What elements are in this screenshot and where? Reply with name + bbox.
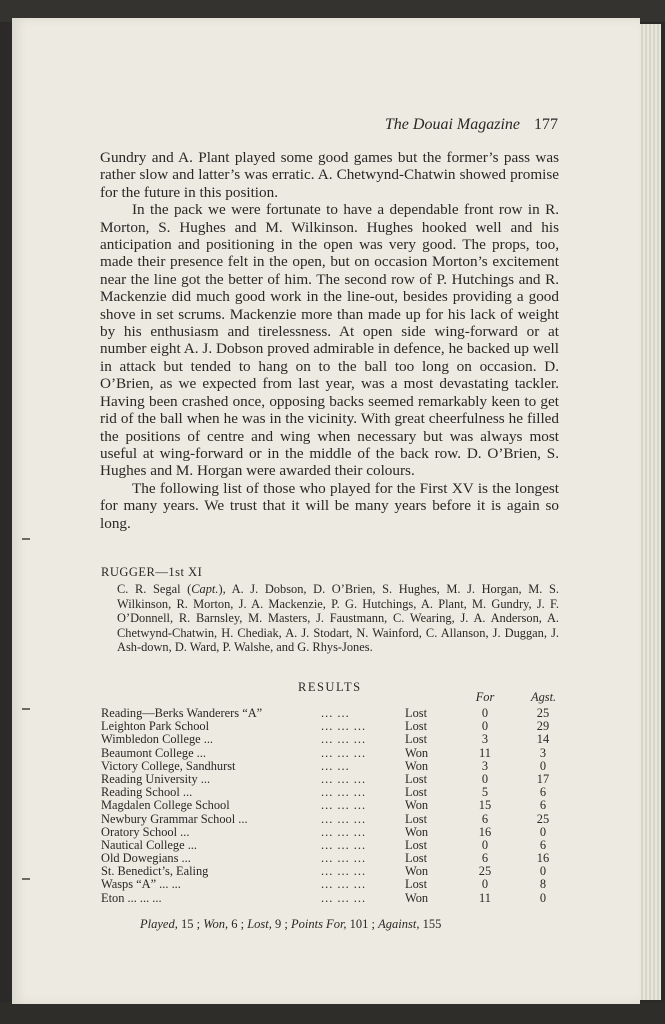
match-result: Lost [405, 706, 428, 720]
points-for: 0 [481, 706, 489, 720]
opponent-name: St. Benedict’s, Ealing [101, 864, 209, 879]
leader-dots: ... ... ... [321, 864, 367, 879]
points-for: 3 [481, 758, 489, 773]
team-list-text: C. R. Segal ( [117, 582, 192, 596]
points-for: 6 [481, 811, 489, 826]
won-label: Won, [203, 917, 229, 931]
points-for-label: Points For, [290, 917, 347, 931]
points-against: 3 [539, 745, 547, 760]
opponent-name: Wasps “A” ... ... [101, 877, 181, 892]
points-for: 16 [478, 824, 492, 839]
points-for: 3 [481, 732, 489, 747]
team-list [117, 582, 559, 655]
opponent-name: Reading University ... [101, 771, 211, 786]
opponent-name: Victory College, Sandhurst [101, 758, 236, 773]
points-for: 11 [479, 745, 491, 760]
points-for: 6 [481, 851, 489, 866]
played-label: Played, [140, 917, 178, 931]
points-against: 0 [539, 864, 547, 879]
result-row [101, 747, 561, 760]
stitch-mark [22, 878, 30, 880]
match-result: Lost [405, 837, 428, 852]
match-result: Won [405, 758, 429, 773]
results-heading: RESULTS [298, 680, 362, 694]
lost-value: 9 [275, 917, 282, 931]
opponent-name: Reading School ... [101, 785, 193, 800]
result-row [101, 892, 561, 905]
stitch-mark [22, 538, 30, 540]
book-binding-bottom [0, 1002, 665, 1024]
opponent-name: Newbury Grammar School ... [101, 811, 248, 826]
points-for: 25 [478, 864, 492, 879]
opponent-name: Wimbledon College ... [101, 732, 214, 747]
team-list-heading: RUGGER—1st XI [101, 565, 203, 579]
points-against: 6 [539, 837, 547, 852]
points-against: 6 [539, 785, 547, 800]
leader-dots: ... ... ... [321, 732, 367, 747]
points-against: 8 [539, 877, 547, 892]
leader-dots: ... ... ... [321, 785, 367, 800]
match-result: Won [405, 824, 429, 839]
result-row [101, 826, 561, 839]
results-table [101, 690, 561, 905]
leader-dots: ... ... [321, 706, 350, 720]
match-result: Lost [405, 811, 428, 826]
leader-dots: ... ... ... [321, 771, 367, 786]
article-body [100, 149, 559, 532]
leader-dots: ... ... ... [321, 719, 367, 734]
team-list-text: ), A. J. Dobson, D. O’Brien, S. Hughes, M. J. Horgan, M. S. Wilkinson, R. Morton, J. A. Mackenzie, P. G. Hutchings, A. Plant, M. Gundry, J. F. O’Donnell, R. Barnsley, M. Masters, J. Faustmann, C. Wearing, J. A. Anderson, A. Chetwynd-Chatwin, H. Chediak, A. J. Stodart, N. Wainford, C. Allanson, J. Duggan, J. Ash-down, D. Ward, P. Walshe, and G. Rhys-Jones. [117, 582, 560, 655]
leader-dots: ... ... ... [321, 824, 367, 839]
column-header-for: For [475, 690, 495, 704]
lost-label: Lost, [247, 917, 272, 931]
points-against: 16 [536, 851, 550, 866]
paragraph: Gundry and A. Plant played some good games but the former’s pass was rather slow and latter’s was erratic. A. Chetwynd-Chatwin showed promise for the future in this position. [100, 149, 559, 201]
opponent-name: Oratory School ... [101, 824, 190, 839]
leader-dots: ... ... ... [321, 851, 367, 866]
against-label: Against, [378, 917, 420, 931]
opponent-name: Beaumont College ... [101, 745, 206, 760]
results-column-headers [101, 690, 561, 707]
opponent-name: Eton ... ... ... [101, 890, 162, 905]
captain-abbrev: Capt. [191, 582, 219, 596]
opponent-name: Magdalen College School [101, 798, 230, 813]
result-row [101, 733, 561, 746]
won-value: 6 [231, 917, 238, 931]
opponent-name: Reading—Berks Wanderers “A” [101, 706, 263, 720]
page-number: 177 [534, 116, 558, 133]
points-for-value: 101 [349, 917, 369, 931]
result-row [101, 760, 561, 773]
match-result: Lost [405, 877, 428, 892]
points-against: 0 [539, 824, 547, 839]
against-value: 155 [422, 917, 442, 931]
points-for: 11 [479, 890, 491, 905]
leader-dots: ... ... ... [321, 798, 367, 813]
played-value: 15 [180, 917, 194, 931]
points-against: 0 [539, 890, 547, 905]
leader-dots: ... ... ... [321, 890, 367, 905]
match-result: Lost [405, 719, 428, 734]
points-against: 6 [539, 798, 547, 813]
points-against: 29 [536, 719, 550, 734]
match-result: Lost [405, 851, 428, 866]
result-row [101, 799, 561, 812]
stitch-mark [22, 708, 30, 710]
results-rows [101, 707, 561, 905]
match-result: Won [405, 745, 429, 760]
column-header-against: Agst. [531, 690, 557, 704]
result-row [101, 813, 561, 826]
match-result: Lost [405, 785, 428, 800]
points-for: 5 [481, 785, 489, 800]
points-for: 0 [481, 771, 489, 786]
leader-dots: ... ... ... [321, 745, 367, 760]
leader-dots: ... ... ... [321, 837, 367, 852]
points-against: 25 [536, 811, 550, 826]
season-summary: Played, 15 ; Won, 6 ; Lost, 9 ; Points For, 101 ; Against, 155 [140, 917, 442, 931]
result-row [101, 878, 561, 891]
running-header [100, 116, 558, 134]
magazine-title: The Douai Magazine [384, 116, 520, 133]
match-result: Won [405, 864, 429, 879]
points-for: 0 [481, 877, 489, 892]
paragraph: In the pack we were fortunate to have a dependable front row in R. Morton, S. Hughes and M. Wilkinson. Hughes hooked well and his anticipation and positioning in the open was very good. The props, too, made their presence felt in the open, but on occasion Morton’s excitement near the line got the better of him. The second row of P. Hutchings and R. Mackenzie did much good work in the line-out, besides providing a good shove in set scrums. Mackenzie more than made up for his lack of weight by his enthusiasm and tirelessness. At open side wing-forward or at number eight A. J. Dobson proved admirable in defence, he backed up well in attack but tended to hang on to the ball too long on occasion. D. O’Brien, as we expected from last year, was a most devastating tackler. Having been crashed once, opposing backs seemed remarkably keen to get rid of the ball when he was in the vicinity. With great cheerfulness he filled the positions of centre and wing when necessary but was always most useful at wing-forward or in the middle of the back row. D. O’Brien, S. Hughes and M. Horgan were awarded their colours. [100, 201, 559, 480]
points-for: 0 [481, 837, 489, 852]
points-against: 25 [536, 706, 550, 720]
opponent-name: Leighton Park School [101, 719, 210, 734]
leader-dots: ... ... ... [321, 811, 367, 826]
points-for: 15 [478, 798, 492, 813]
leader-dots: ... ... ... [321, 877, 367, 892]
match-result: Won [405, 890, 429, 905]
opponent-name: Old Dowegians ... [101, 851, 191, 866]
points-against: 14 [536, 732, 550, 747]
leader-dots: ... ... [321, 758, 350, 773]
match-result: Lost [405, 771, 428, 786]
match-result: Lost [405, 732, 428, 747]
match-result: Won [405, 798, 429, 813]
points-for: 0 [481, 719, 489, 734]
points-against: 0 [539, 758, 547, 773]
points-against: 17 [536, 771, 550, 786]
paragraph: The following list of those who played for the First XV is the longest for many years. We trust that it will be many years before it is again so long. [100, 479, 559, 532]
opponent-name: Nautical College ... [101, 837, 197, 852]
